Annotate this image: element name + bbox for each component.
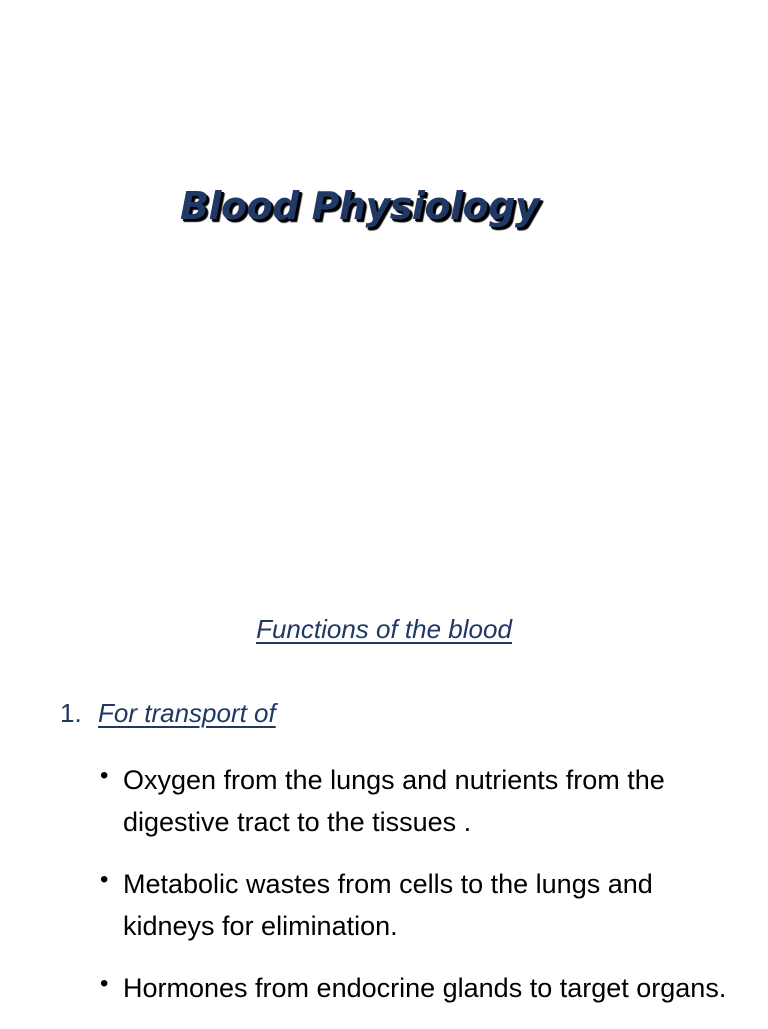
bullet-icon: • xyxy=(100,866,109,893)
bullet-item xyxy=(100,759,740,843)
content-slide xyxy=(0,576,768,1024)
slide-title: Blood Physiology xyxy=(180,184,540,228)
numbered-item xyxy=(60,698,276,729)
bullet-text: Hormones from endocrine glands to target organs. xyxy=(123,973,727,1003)
bullet-item xyxy=(100,967,740,1009)
item-label: For transport of xyxy=(98,698,276,728)
section-heading xyxy=(0,614,768,645)
bullet-icon: • xyxy=(100,970,109,997)
bullet-item xyxy=(100,863,740,947)
bullet-list xyxy=(100,759,740,1029)
bullet-text: Oxygen from the lungs and nutrients from the digestive tract to the tissues . xyxy=(123,765,665,837)
section-heading-text: Functions of the blood xyxy=(256,614,512,644)
bullet-text: Metabolic wastes from cells to the lungs and kidneys for elimination. xyxy=(123,869,653,941)
item-number: 1. xyxy=(60,698,82,728)
bullet-icon: • xyxy=(100,762,109,789)
